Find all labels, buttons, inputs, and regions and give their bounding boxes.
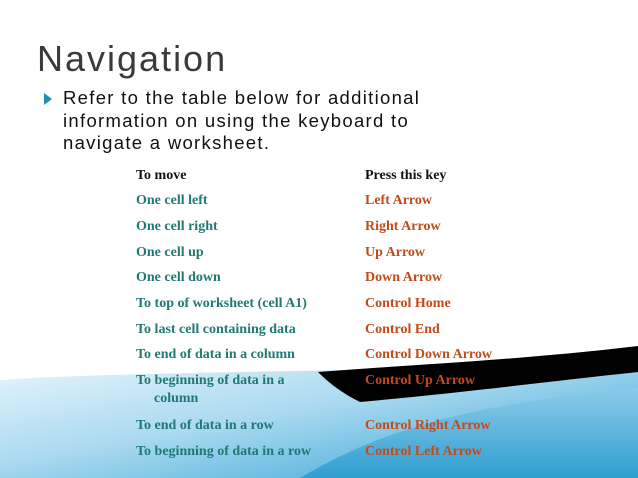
key-cell: Control Right Arrow: [365, 418, 491, 433]
move-cell: To beginning of data in a row: [136, 444, 312, 459]
header-to-move: To move: [136, 168, 187, 183]
key-cell: Control Up Arrow: [365, 373, 475, 388]
move-cell: To last cell containing data: [136, 322, 296, 337]
key-cell: Up Arrow: [365, 245, 426, 260]
key-cell: Right Arrow: [365, 219, 441, 234]
move-cell: To end of data in a column: [136, 347, 295, 362]
key-cell: Control End: [365, 322, 440, 337]
move-cell-continuation: column: [154, 391, 199, 406]
header-press-key: Press this key: [365, 168, 447, 183]
key-cell: Left Arrow: [365, 193, 432, 208]
key-cell: Down Arrow: [365, 270, 443, 285]
move-cell: To top of worksheet (cell A1): [136, 296, 307, 311]
move-cell: One cell down: [136, 270, 221, 285]
move-cell: [136, 372, 358, 408]
triangle-bullet-icon: [44, 93, 52, 105]
move-cell: One cell up: [136, 245, 204, 260]
key-cell: Control Home: [365, 296, 451, 311]
move-cell: To end of data in a row: [136, 418, 274, 433]
move-cell: One cell right: [136, 219, 218, 234]
move-cell-line: To beginning of data in a: [136, 373, 285, 388]
move-cell: One cell left: [136, 193, 208, 208]
key-cell: Control Down Arrow: [365, 347, 493, 362]
slide-title: Navigation: [37, 38, 228, 79]
bullet-text: Refer to the table below for additional information on using the keyboard to navigate a worksheet.: [63, 87, 421, 153]
key-cell: Control Left Arrow: [365, 444, 482, 459]
